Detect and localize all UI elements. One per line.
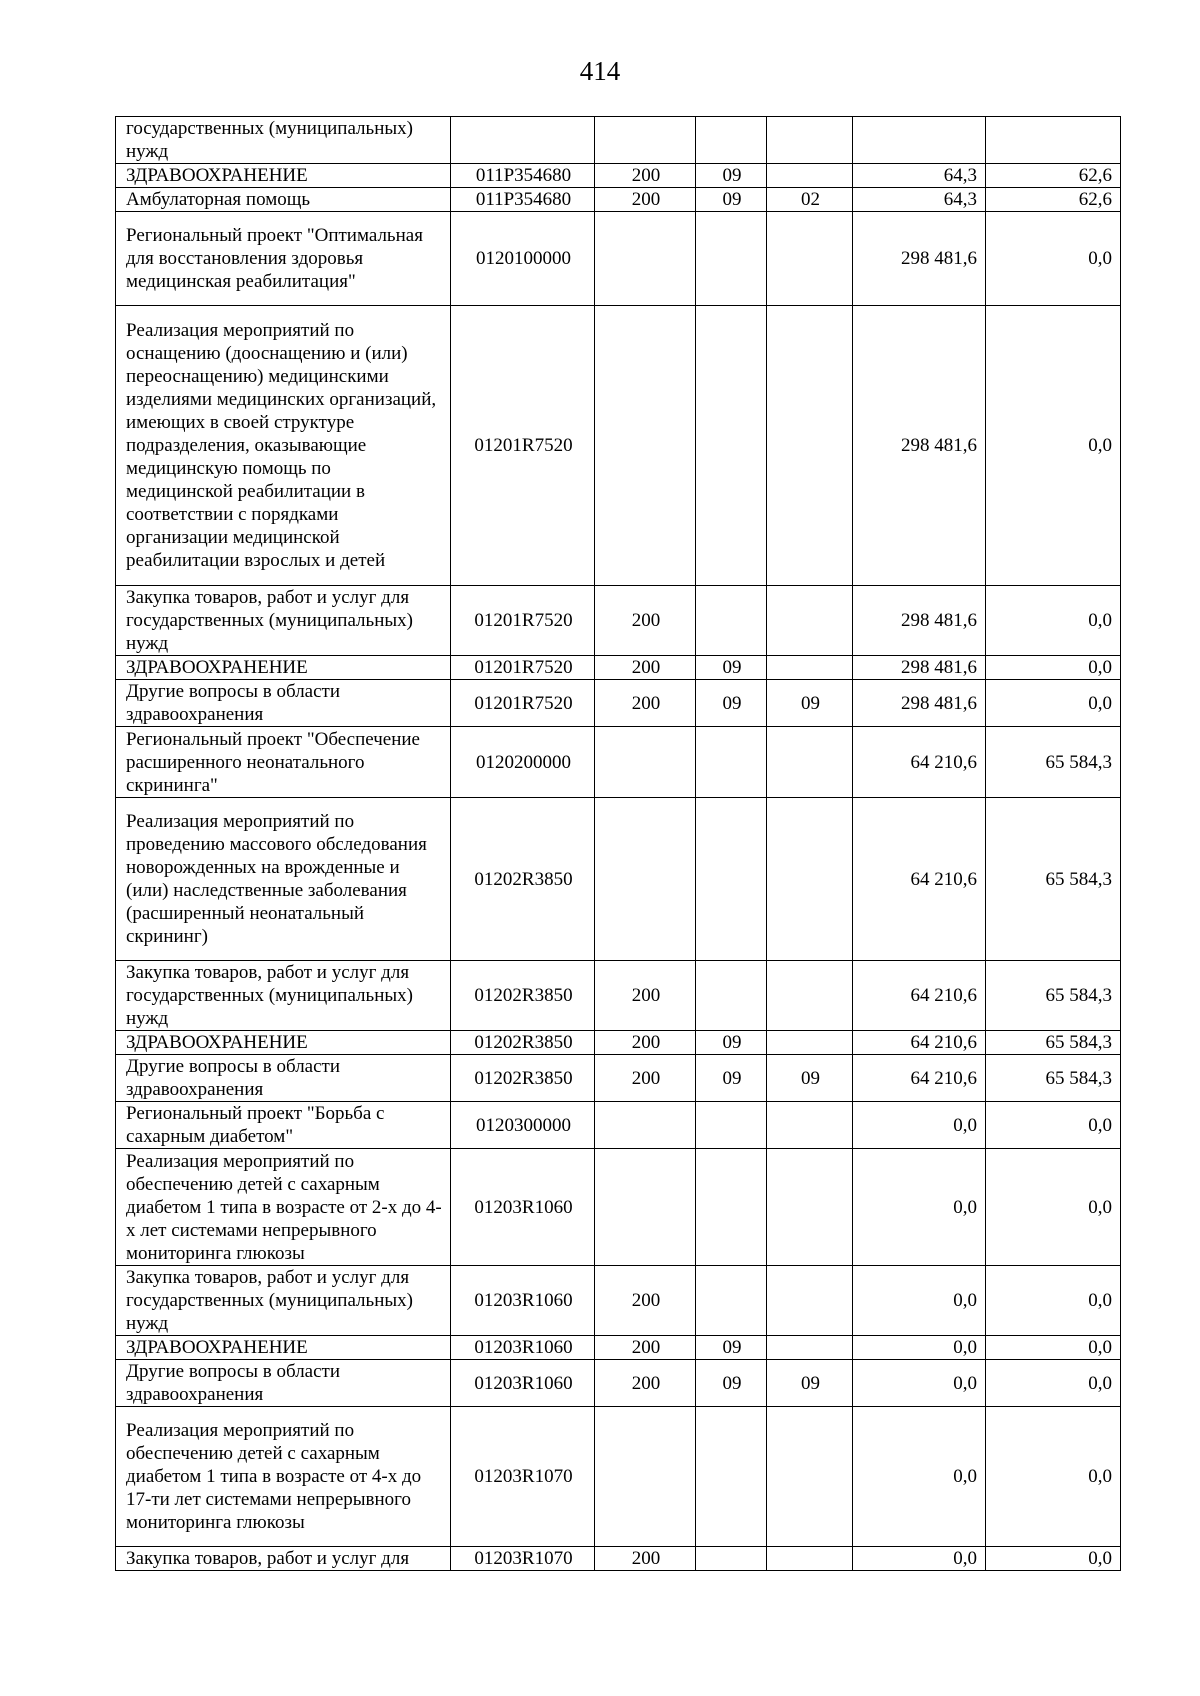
row-sum-2: 62,6 xyxy=(986,188,1121,212)
row-code: 01201R7520 xyxy=(451,656,595,680)
row-sum-2: 0,0 xyxy=(986,306,1121,586)
table-row xyxy=(116,1102,1121,1149)
row-expense-type: 200 xyxy=(595,586,696,656)
table-row xyxy=(116,188,1121,212)
row-subsection: 09 xyxy=(767,1055,853,1102)
page-number: 414 xyxy=(579,56,621,86)
row-expense-type xyxy=(595,798,696,961)
row-name: ЗДРАВООХРАНЕНИЕ xyxy=(116,1336,451,1360)
row-subsection xyxy=(767,586,853,656)
row-subsection xyxy=(767,1547,853,1571)
row-code: 0120200000 xyxy=(451,727,595,798)
row-sum-1: 0,0 xyxy=(853,1149,986,1266)
row-name: Закупка товаров, работ и услуг для государственных (муниципальных) нужд xyxy=(116,586,451,656)
row-code: 0120100000 xyxy=(451,212,595,306)
row-section: 09 xyxy=(696,1336,767,1360)
row-sum-2: 0,0 xyxy=(986,1336,1121,1360)
row-sum-1: 0,0 xyxy=(853,1266,986,1336)
row-name: Реализация мероприятий по проведению массового обследования новорожденных на врожденные и (или) наследственные заболевания (расширенный неонатальный скрининг) xyxy=(116,798,451,961)
row-subsection xyxy=(767,1336,853,1360)
row-name: Реализация мероприятий по оснащению (дооснащению и (или) переоснащению) медицинскими изделиями медицинских организаций, имеющих в своей структуре подразделения, оказывающие медицинскую помощь по медицинской реабилитации в соответствии с порядками организации медицинской реабилитации взрослых и детей xyxy=(116,306,451,586)
table-row xyxy=(116,306,1121,586)
row-section xyxy=(696,1407,767,1547)
row-sum-1: 298 481,6 xyxy=(853,212,986,306)
table-row xyxy=(116,1055,1121,1102)
row-section xyxy=(696,1102,767,1149)
row-section xyxy=(696,586,767,656)
row-sum-1: 64 210,6 xyxy=(853,798,986,961)
row-name: Другие вопросы в области здравоохранения xyxy=(116,1360,451,1407)
row-section xyxy=(696,1149,767,1266)
row-section: 09 xyxy=(696,1360,767,1407)
row-sum-2: 0,0 xyxy=(986,1102,1121,1149)
table-row xyxy=(116,680,1121,727)
table-row xyxy=(116,164,1121,188)
row-code: 0120300000 xyxy=(451,1102,595,1149)
row-sum-2: 0,0 xyxy=(986,1266,1121,1336)
row-expense-type xyxy=(595,306,696,586)
table-row xyxy=(116,1266,1121,1336)
row-sum-2: 62,6 xyxy=(986,164,1121,188)
row-expense-type: 200 xyxy=(595,961,696,1031)
row-sum-1: 0,0 xyxy=(853,1336,986,1360)
row-expense-type xyxy=(595,117,696,164)
row-subsection xyxy=(767,117,853,164)
row-code: 01201R7520 xyxy=(451,586,595,656)
table-row xyxy=(116,117,1121,164)
row-sum-2: 0,0 xyxy=(986,1407,1121,1547)
row-subsection xyxy=(767,1407,853,1547)
row-expense-type: 200 xyxy=(595,1336,696,1360)
row-name: Реализация мероприятий по обеспечению детей с сахарным диабетом 1 типа в возрасте от 4-х до 17-ти лет системами непрерывного мониторинга глюкозы xyxy=(116,1407,451,1547)
row-code: 01202R3850 xyxy=(451,1055,595,1102)
row-sum-2 xyxy=(986,117,1121,164)
row-name: ЗДРАВООХРАНЕНИЕ xyxy=(116,1031,451,1055)
row-sum-2: 0,0 xyxy=(986,1547,1121,1571)
row-name: Закупка товаров, работ и услуг для государственных (муниципальных) нужд xyxy=(116,1266,451,1336)
row-subsection xyxy=(767,1031,853,1055)
row-expense-type: 200 xyxy=(595,1031,696,1055)
row-sum-1: 0,0 xyxy=(853,1547,986,1571)
row-subsection xyxy=(767,961,853,1031)
row-sum-2: 65 584,3 xyxy=(986,798,1121,961)
row-section xyxy=(696,306,767,586)
row-code: 01201R7520 xyxy=(451,680,595,727)
row-subsection xyxy=(767,798,853,961)
row-code: 01203R1060 xyxy=(451,1149,595,1266)
row-expense-type: 200 xyxy=(595,1547,696,1571)
row-expense-type xyxy=(595,212,696,306)
row-name: ЗДРАВООХРАНЕНИЕ xyxy=(116,656,451,680)
row-expense-type: 200 xyxy=(595,1266,696,1336)
row-expense-type: 200 xyxy=(595,164,696,188)
row-subsection xyxy=(767,306,853,586)
row-name: Региональный проект "Оптимальная для восстановления здоровья медицинская реабилитация" xyxy=(116,212,451,306)
row-sum-2: 65 584,3 xyxy=(986,961,1121,1031)
row-code: 01203R1060 xyxy=(451,1266,595,1336)
row-sum-1: 64 210,6 xyxy=(853,961,986,1031)
row-name: Закупка товаров, работ и услуг для xyxy=(116,1547,451,1571)
row-sum-2: 0,0 xyxy=(986,680,1121,727)
budget-table xyxy=(115,116,1121,1571)
row-section: 09 xyxy=(696,188,767,212)
row-subsection xyxy=(767,1149,853,1266)
row-section xyxy=(696,798,767,961)
table-row xyxy=(116,1547,1121,1571)
table-row xyxy=(116,212,1121,306)
row-expense-type: 200 xyxy=(595,656,696,680)
row-sum-1: 0,0 xyxy=(853,1102,986,1149)
row-expense-type: 200 xyxy=(595,1055,696,1102)
row-code: 011P354680 xyxy=(451,188,595,212)
row-section xyxy=(696,961,767,1031)
row-section xyxy=(696,1266,767,1336)
table-row xyxy=(116,1360,1121,1407)
row-code xyxy=(451,117,595,164)
row-sum-1: 298 481,6 xyxy=(853,586,986,656)
row-expense-type: 200 xyxy=(595,188,696,212)
row-code: 01203R1060 xyxy=(451,1336,595,1360)
table-row xyxy=(116,1149,1121,1266)
table-row xyxy=(116,586,1121,656)
row-subsection: 09 xyxy=(767,680,853,727)
row-sum-2: 65 584,3 xyxy=(986,727,1121,798)
row-subsection xyxy=(767,1102,853,1149)
table-row xyxy=(116,1336,1121,1360)
row-sum-1: 64 210,6 xyxy=(853,727,986,798)
row-sum-1: 298 481,6 xyxy=(853,306,986,586)
row-sum-1: 0,0 xyxy=(853,1360,986,1407)
row-expense-type xyxy=(595,1149,696,1266)
row-expense-type xyxy=(595,1407,696,1547)
row-name: Амбулаторная помощь xyxy=(116,188,451,212)
row-expense-type xyxy=(595,1102,696,1149)
row-subsection: 02 xyxy=(767,188,853,212)
row-name: государственных (муниципальных) нужд xyxy=(116,117,451,164)
row-sum-2: 0,0 xyxy=(986,1149,1121,1266)
row-code: 01203R1070 xyxy=(451,1547,595,1571)
table-row xyxy=(116,656,1121,680)
row-subsection xyxy=(767,656,853,680)
table-row xyxy=(116,727,1121,798)
row-sum-2: 0,0 xyxy=(986,1360,1121,1407)
row-subsection: 09 xyxy=(767,1360,853,1407)
row-code: 01202R3850 xyxy=(451,798,595,961)
row-section: 09 xyxy=(696,164,767,188)
row-name: ЗДРАВООХРАНЕНИЕ xyxy=(116,164,451,188)
row-expense-type: 200 xyxy=(595,680,696,727)
row-name: Другие вопросы в области здравоохранения xyxy=(116,680,451,727)
row-code: 01202R3850 xyxy=(451,961,595,1031)
row-name: Региональный проект "Борьба с сахарным диабетом" xyxy=(116,1102,451,1149)
row-sum-1: 298 481,6 xyxy=(853,680,986,727)
row-sum-2: 65 584,3 xyxy=(986,1031,1121,1055)
row-sum-2: 0,0 xyxy=(986,212,1121,306)
row-code: 01203R1060 xyxy=(451,1360,595,1407)
table-row xyxy=(116,798,1121,961)
row-section xyxy=(696,727,767,798)
table-row xyxy=(116,1407,1121,1547)
row-sum-1: 64,3 xyxy=(853,164,986,188)
row-section: 09 xyxy=(696,656,767,680)
row-sum-2: 0,0 xyxy=(986,586,1121,656)
row-name: Другие вопросы в области здравоохранения xyxy=(116,1055,451,1102)
row-code: 01203R1070 xyxy=(451,1407,595,1547)
row-expense-type xyxy=(595,727,696,798)
row-sum-2: 65 584,3 xyxy=(986,1055,1121,1102)
row-code: 011P354680 xyxy=(451,164,595,188)
row-subsection xyxy=(767,1266,853,1336)
row-section xyxy=(696,1547,767,1571)
table-row xyxy=(116,961,1121,1031)
row-section: 09 xyxy=(696,1055,767,1102)
row-sum-1: 64 210,6 xyxy=(853,1055,986,1102)
row-sum-1: 64 210,6 xyxy=(853,1031,986,1055)
row-sum-2: 0,0 xyxy=(986,656,1121,680)
table-row xyxy=(116,1031,1121,1055)
row-sum-1 xyxy=(853,117,986,164)
row-expense-type: 200 xyxy=(595,1360,696,1407)
row-section xyxy=(696,212,767,306)
row-name: Закупка товаров, работ и услуг для государственных (муниципальных) нужд xyxy=(116,961,451,1031)
row-section xyxy=(696,117,767,164)
row-sum-1: 0,0 xyxy=(853,1407,986,1547)
row-code: 01201R7520 xyxy=(451,306,595,586)
row-subsection xyxy=(767,164,853,188)
row-name: Региональный проект "Обеспечение расширенного неонатального скрининга" xyxy=(116,727,451,798)
row-subsection xyxy=(767,727,853,798)
row-section: 09 xyxy=(696,680,767,727)
row-sum-1: 64,3 xyxy=(853,188,986,212)
row-section: 09 xyxy=(696,1031,767,1055)
row-name: Реализация мероприятий по обеспечению детей с сахарным диабетом 1 типа в возрасте от 2-х до 4-х лет системами непрерывного мониторинга глюкозы xyxy=(116,1149,451,1266)
row-code: 01202R3850 xyxy=(451,1031,595,1055)
row-sum-1: 298 481,6 xyxy=(853,656,986,680)
row-subsection xyxy=(767,212,853,306)
